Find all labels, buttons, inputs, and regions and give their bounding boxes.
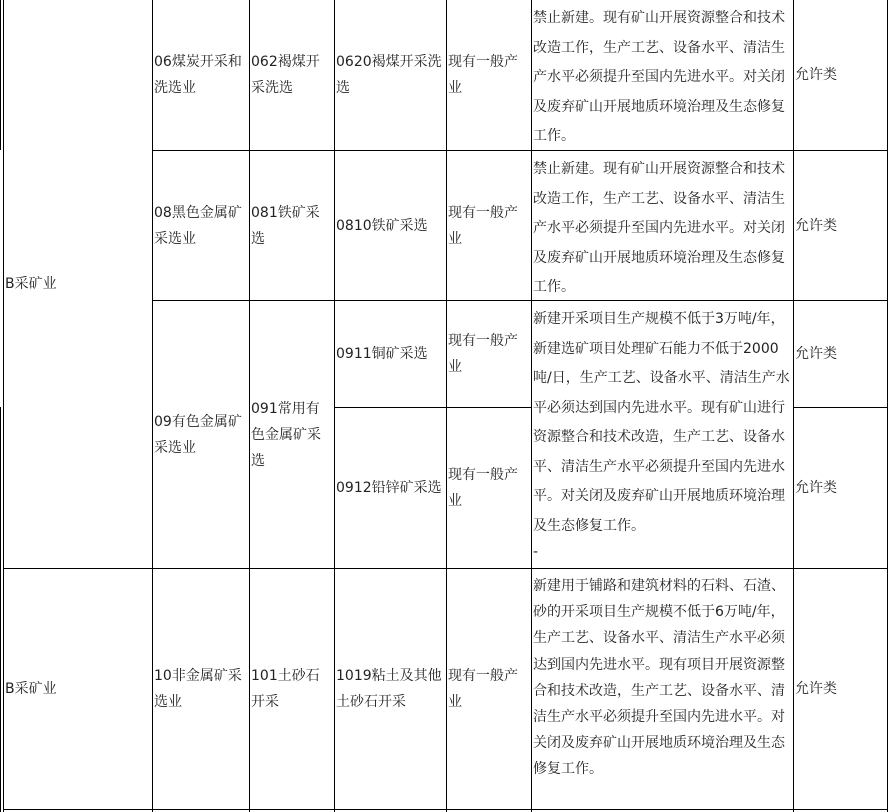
trailing-mark: - [533,544,539,560]
minor-class-cell: 0810铁矿采选 [336,217,428,234]
industry-cell [5,569,150,809]
grid-line [446,0,447,812]
mid-class-cell: 091常用有色金属矿采选 [251,400,321,469]
category-cell [795,0,885,150]
minor-class-cell: 0912铅锌矿采选 [336,480,442,496]
category-badge: 允许类 [795,346,837,362]
category-badge: 允许类 [795,67,837,83]
category-cell [795,569,885,809]
category-cell [795,301,885,407]
grid-line [334,0,335,812]
grid-line [793,0,794,812]
grid-line [249,0,250,812]
requirement-cell: 禁止新建。现有矿山开展资源整合和技术改造工作，生产工艺、设备水平、清洁生产水平必须提升至国内先进水平。对关闭及废弃矿山开展地质环境治理及生态修复工作。 [533,161,785,296]
requirement-cell: 新建用于铺路和建筑材料的石料、石渣、砂的开采项目生产规模不低于6万吨/年，生产工艺、设备水平、清洁生产水平必须达到国内先进水平。现有项目开展资源整合和技术改造，生产工艺、设备水平、清洁生产水平必须提升至国内先进水平。对关闭及废弃矿山开展地质环境治理及生态修复工作。 [533,578,785,778]
minor-class-cell: 0620褐煤开采洗选 [336,54,442,96]
industry-type-cell: 现有一般产业 [448,54,518,96]
minor-class-cell: 0911铜矿采选 [336,346,428,362]
industry-label: B采矿业 [5,276,57,292]
requirement-cell: 新建开采项目生产规模不低于3万吨/年，新建选矿项目处理矿石能力不低于2000吨/日，生产工艺、设备水平、清洁生产水平必须达到国内先进水平。现有矿山进行资源整合和技术改造，生产工艺、设备水平、清洁生产水平必须提升至国内先进水平。对关闭及废弃矿山开展地质环境治理及生态修复工作。 - [533,311,790,560]
mid-class-cell: 081铁矿采选 [251,204,320,247]
industry-type-cell: 现有一般产业 [448,467,518,509]
major-class-cell: 08黑色金属矿采选业 [154,204,242,247]
category-badge: 允许类 [795,480,837,496]
grid-line [887,0,888,812]
industry-label: B采矿业 [5,681,57,697]
mid-class-cell: 062褐煤开采洗选 [251,54,320,96]
industry-type-cell: 现有一般产业 [448,668,518,710]
industry-type-cell: 现有一般产业 [448,333,518,375]
grid-line [0,0,1,150]
category-cell [795,408,885,568]
category-cell [795,151,885,300]
grid-line [152,0,153,812]
major-class-cell: 09有色金属矿采选业 [154,413,242,456]
requirement-cell: 禁止新建。现有矿山开展资源整合和技术改造工作，生产工艺、设备水平、清洁生产水平必须提升至国内先进水平。对关闭及废弃矿山开展地质环境治理及生态修复工作。 [533,10,785,145]
major-class-cell: 10非金属矿采选业 [154,668,242,710]
grid-line [0,407,1,812]
mid-class-cell: 101土砂石开采 [251,668,320,710]
grid-line [3,809,888,810]
industry-cell [5,0,150,568]
grid-line [531,0,532,812]
grid-line [3,0,4,812]
category-badge: 允许类 [795,217,837,234]
minor-class-cell: 1019粘土及其他土砂石开采 [336,668,442,710]
major-class-cell: 06煤炭开采和洗选业 [154,54,242,96]
industry-type-cell: 现有一般产业 [448,204,518,247]
category-badge: 允许类 [795,681,837,697]
